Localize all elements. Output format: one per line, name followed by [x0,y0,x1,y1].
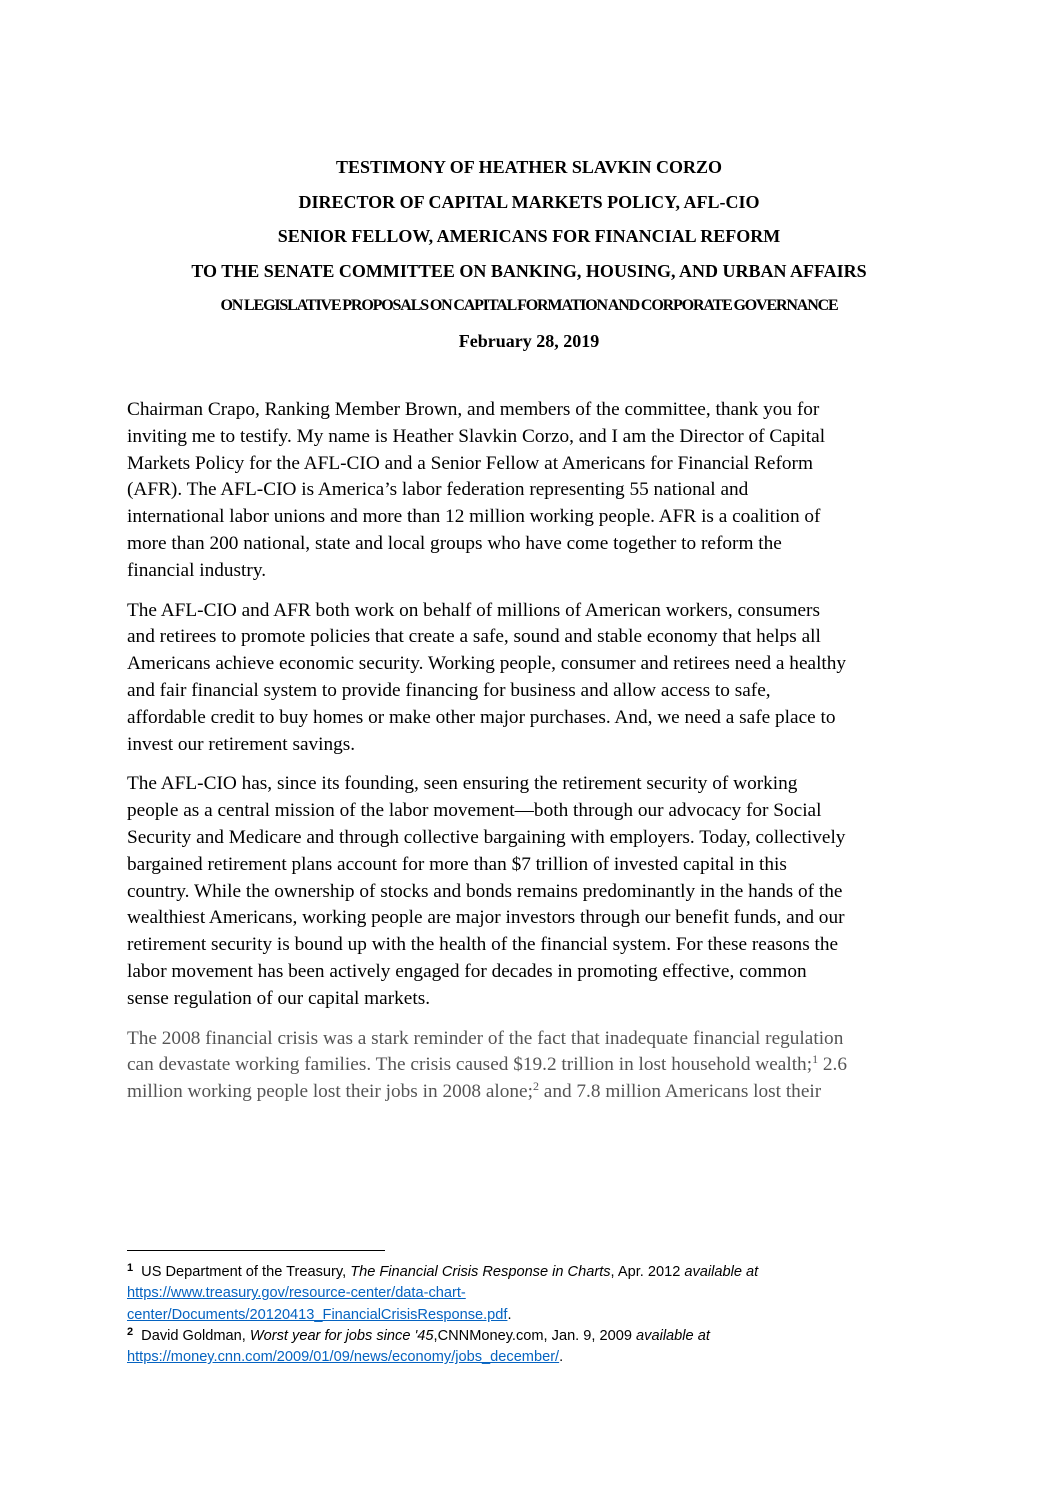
text-line: Chairman Crapo, Ranking Member Brown, and members of the committee, thank you for [127,399,820,420]
footnote-2-link-line [127,1347,947,1368]
heading-role-1: DIRECTOR OF CAPITAL MARKETS POLICY, AFL-CIO [298,191,760,212]
heading-subject: ON LEGISLATIVE PROPOSALS ON CAPITAL FORMATION AND CORPORATE GOVERNANCE [220,296,838,314]
text-line: more than 200 national, state and local groups who have come together to reform the [127,532,782,554]
paragraph-financial-crisis [127,1026,947,1106]
footnote-ref-1[interactable]: 1 [812,1052,819,1067]
text-line: The AFL-CIO and AFR both work on behalf of millions of American workers, consumers [127,599,820,621]
text-line: sense regulation of our capital markets. [127,987,431,1009]
text-line: invest our retirement savings. [127,733,356,755]
footnote-available-at: available at [636,1327,710,1344]
footnote-text: . [559,1349,564,1366]
paragraph-retirement-security [127,771,947,1012]
footnote-text: David Goldman, [137,1327,250,1344]
footnote-1-link[interactable]: center/Documents/20120413_FinancialCrisisResponse.pdf [127,1306,508,1323]
text-segment: 2.6 [818,1054,847,1076]
text-line: people as a central mission of the labor movement—both through our advocacy for Social [127,800,822,822]
text-line [127,1052,947,1079]
footnote-2 [127,1326,947,1347]
text-line: inviting me to testify. My name is Heather Slavkin Corzo, and I am the Director of Capital [127,425,826,447]
testimony-heading [0,150,1058,358]
footnote-1 [127,1262,947,1283]
text-line: Security and Medicare and through collective bargaining with employers. Today, collectively [127,826,846,848]
text-line: affordable credit to buy homes or make other major purchases. And, we need a safe place to [127,706,836,728]
testimony-body [127,397,947,1119]
footnote-1-link-line [127,1305,947,1326]
heading-role-2: SENIOR FELLOW, AMERICANS FOR FINANCIAL REFORM [277,226,781,247]
footnote-2-link[interactable]: https://money.cnn.com/2009/01/09/news/economy/jobs_december/ [127,1349,560,1366]
text-line [127,1079,947,1106]
text-segment: can devastate working families. The crisis caused $19.2 trillion in lost household wealth; [127,1054,813,1076]
footnote-source-title: Worst year for jobs since '45 [249,1327,434,1344]
footnotes [127,1262,947,1368]
text-line: international labor unions and more than 12 million working people. AFR is a coalition of [127,506,821,528]
text-line: (AFR). The AFL-CIO is America’s labor federation representing 55 national and [127,479,749,501]
footnote-1-link-line [127,1283,947,1304]
text-line: bargained retirement plans account for more than $7 trillion of invested capital in this [127,853,787,875]
text-line: Markets Policy for the AFL-CIO and a Senior Fellow at Americans for Financial Reform [127,452,813,474]
text-line: The AFL-CIO has, since its founding, seen ensuring the retirement security of working [127,773,798,795]
text-line: retirement security is bound up with the health of the financial system. For these reasons the [127,934,839,956]
footnote-text: . [507,1306,512,1323]
text-line: financial industry. [127,559,267,581]
footnote-ref-2[interactable]: 2 [532,1079,539,1094]
text-line: Americans achieve economic security. Working people, consumer and retirees need a healthy [127,653,847,675]
text-segment: and 7.8 million Americans lost their [538,1081,822,1103]
footnote-1-link[interactable]: https://www.treasury.gov/resource-center/data-chart- [127,1285,466,1302]
heading-title: TESTIMONY OF HEATHER SLAVKIN CORZO [335,157,723,177]
text-line: country. While the ownership of stocks and bonds remains predominantly in the hands of the [127,880,843,902]
footnote-source-title: The Financial Crisis Response in Charts [350,1264,611,1280]
footnote-text: , Apr. 2012 [610,1264,685,1280]
heading-committee: TO THE SENATE COMMITTEE ON BANKING, HOUSING, AND URBAN AFFAIRS [191,261,867,282]
footnote-text: US Department of the Treasury, [137,1264,351,1280]
text-line: and retirees to promote policies that create a safe, sound and stable economy that helps all [127,626,821,648]
text-line: labor movement has been actively engaged for decades in promoting effective, common [127,960,807,982]
paragraph-mission [127,598,947,759]
heading-date: February 28, 2019 [458,330,600,351]
footnote-separator [127,1250,385,1251]
text-segment: million working people lost their jobs in 2008 alone; [127,1081,533,1103]
text-line: and fair financial system to provide financing for business and allow access to safe, [127,679,771,701]
footnote-number: 2 [127,1325,134,1338]
footnote-available-at: available at [684,1264,759,1280]
text-line: wealthiest Americans, working people are major investors through our benefit funds, and our [127,907,845,929]
paragraph-introduction [127,397,947,585]
footnote-number: 1 [127,1262,134,1274]
text-line: The 2008 financial crisis was a stark reminder of the fact that inadequate financial regulation [127,1027,844,1049]
footnote-text: ,CNNMoney.com, Jan. 9, 2009 [433,1327,637,1344]
